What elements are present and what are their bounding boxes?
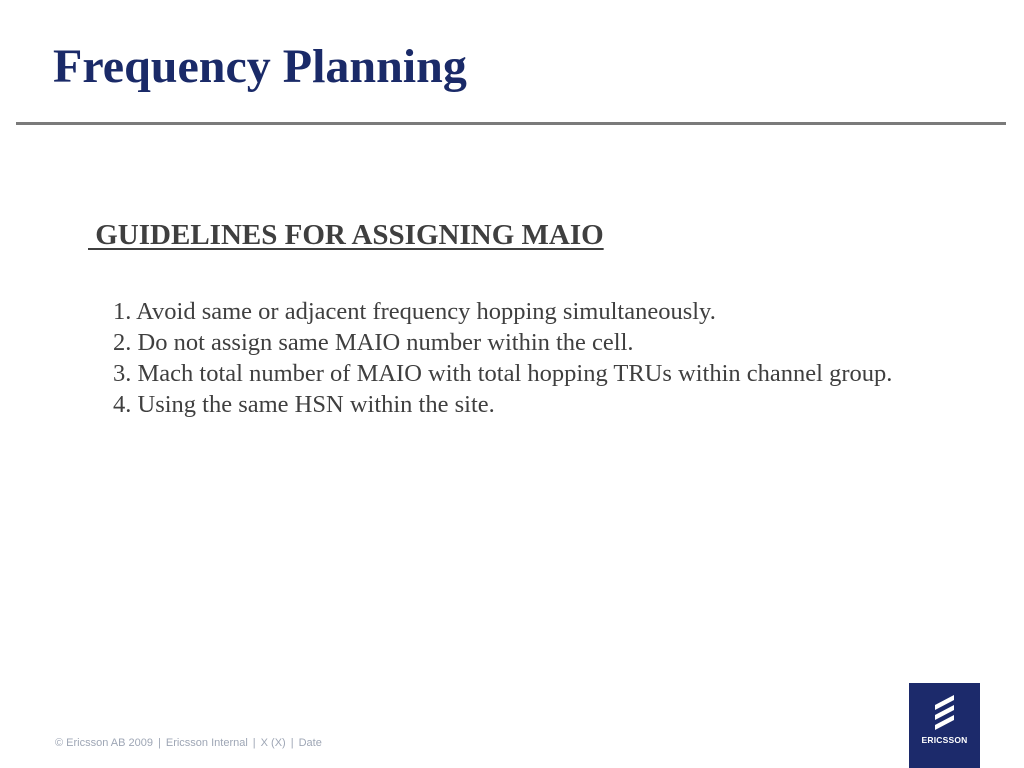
slide-title: Frequency Planning — [53, 40, 467, 93]
footer-revision: X (X) — [260, 737, 286, 749]
ericsson-bars-icon — [932, 695, 957, 731]
title-divider — [16, 122, 1006, 125]
footer-copyright: © Ericsson AB 2009 — [55, 737, 153, 749]
footer-date: Date — [298, 737, 322, 749]
guidelines-list — [113, 296, 892, 420]
guideline-item: 4. Using the same HSN within the site. — [113, 391, 495, 418]
guidelines-heading: GUIDELINES FOR ASSIGNING MAIO — [88, 219, 604, 251]
footer-classification: Ericsson Internal — [165, 737, 248, 749]
footer-separator: | — [158, 737, 161, 749]
logo-wordmark: ERICSSON — [921, 735, 968, 745]
ericsson-logo — [909, 683, 980, 768]
guideline-item: 1. Avoid same or adjacent frequency hopping simultaneously. — [113, 298, 716, 325]
guideline-item: 2. Do not assign same MAIO number within the cell. — [113, 329, 634, 356]
guideline-item: 3. Mach total number of MAIO with total hopping TRUs within channel group. — [113, 360, 893, 387]
footer-separator: | — [252, 737, 256, 749]
slide-footer — [55, 736, 322, 750]
footer-separator: | — [290, 737, 294, 749]
